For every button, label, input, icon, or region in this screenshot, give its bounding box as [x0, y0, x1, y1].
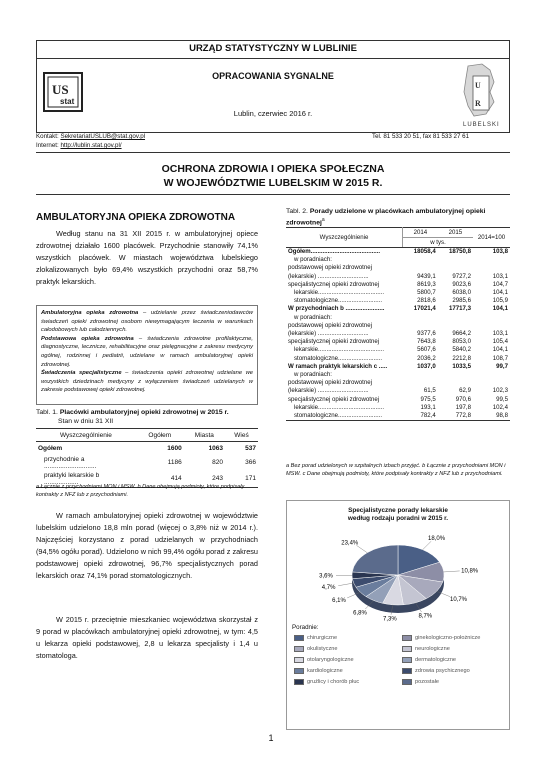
table-row: W przychodniach b ....................... 17021,4 17717,3 104,1: [288, 305, 508, 313]
chart-legend: [286, 635, 510, 725]
table-row: stomatologiczne.......................... 782,4 772,8 98,8: [286, 412, 510, 421]
logo-us-text: US: [52, 82, 69, 97]
table-row: W ramach praktyk lekarskich c ..... 1037,0 1033,5 99,7: [288, 362, 508, 370]
pie-slice-9: [352, 545, 398, 575]
table1-caption: Tabl. 1. Placówki ambulatoryjnej opieki zdrowotnej w 2015 r. Stan w dniu 31 XII: [36, 409, 229, 425]
table1-footnote: a Łącznie z przychodniami MON i MSW. b Dane obejmują podmioty, które podpisały kontrakty z NFZ lub z przychodniami.: [36, 484, 245, 498]
table1-subcaption: Stan w dniu 31 XII: [58, 418, 114, 425]
pie-label-6: 6,1%: [332, 598, 346, 605]
legend-label: okulistyczne: [307, 646, 338, 652]
pie-label-3: 8,7%: [418, 613, 433, 620]
table-row: Ogółem 1600 1063 537: [38, 444, 256, 452]
svg-text:R: R: [475, 99, 481, 108]
legend-label: kardiologiczne: [307, 668, 343, 674]
page-number: 1: [268, 733, 274, 743]
table-row: w poradniach:: [294, 371, 332, 379]
definition-1-term: Ambulatoryjna opieka zdrowotna: [41, 310, 139, 316]
table-row: lekarskie....................................... 5607,6 5840,2 104,1: [294, 346, 508, 354]
contact-email-link[interactable]: SekretariatUSLUB@stat.gov.pl: [60, 133, 146, 140]
paragraph-1: Według stanu na 31 XII 2015 r. w ambulatoryjnej opiece zdrowotnej działało 1600 placówek. Przychodnie stanowiły 74,1% wszystkich placówek. W miastach województwa lubelskiego zlokalizowanych było 69,4% wszystkich przychodni oraz 58,7% praktyk lekarskich.: [36, 229, 258, 286]
legend-swatch: [294, 635, 304, 641]
table2-footnote: a Bez porad udzielonych w szpitalnych izbach przyjęć. b Łącznie z przychodniami MON i MSW. c Dane obejmują podmioty, które podpisały kontrakty z NFZ lub z przychodniami.: [286, 463, 506, 477]
table-row: stomatologiczne.......................... 2036,2 2212,8 108,7: [294, 354, 508, 362]
definition-1: Ambulatoryjna opieka zdrowotna – udzielanie przez świadczeniodawców świadczeń opieki zdrowotnej osobom niewymagającym leczenia w warunkach całodobowych lub całodziennych.: [41, 310, 253, 334]
title-top-divider: [36, 152, 510, 153]
legend-swatch: [402, 635, 412, 641]
lubelski-logo: [460, 62, 500, 130]
definition-2-term: Podstawowa opieka zdrowotna: [41, 335, 134, 342]
legend-swatch: [402, 668, 412, 674]
legend-label: otolaryngologiczne: [307, 657, 354, 663]
table-row: lekarskie....................................... 193,1 197,8 102,4: [294, 403, 508, 411]
legend-swatch: [402, 679, 412, 685]
legend-label: chirurgiczne: [307, 635, 338, 641]
pie-leader-1: [444, 571, 460, 572]
legend-item-1: [402, 635, 480, 641]
table2-unit: w tys.: [402, 238, 473, 248]
table1: Wyszczególnienie Ogółem Miasta Wieś Ogółem 1600 1063 537 przychodnie a ............................. 1186 820 366 praktyki lekarskie b ................... 414 243 171: [36, 428, 258, 488]
pie-label-0: 18,0%: [428, 535, 446, 542]
table2-caption: Tabl. 2. Porady udzielone w placówkach ambulatoryjnej opieki zdrowotnej$^a$: [286, 208, 486, 227]
internet-link[interactable]: http://lublin.stat.gov.pl/: [60, 142, 122, 149]
legend-swatch: [294, 679, 304, 685]
main-title: [36, 162, 510, 190]
definitions-box: [36, 305, 258, 405]
table-row: w poradniach:: [294, 256, 332, 264]
definition-3-term: Świadczenia specjalistyczne: [41, 370, 122, 377]
paragraph-3: W 2015 r. przeciętnie mieszkaniec województwa skorzystał z 9 porad w placówkach ambulatoryjnej opieki zdrowotnej, w tym: 4,5 u lekarza opieki podstawowej, 2,8 u lekarza specjalisty i 1,4 u stomatologa.: [36, 615, 258, 660]
section-heading: AMBULATORYJNA OPIEKA ZDROWOTNA: [36, 212, 236, 223]
table-row: przychodnie a ............................. 1186 820 366: [44, 455, 256, 470]
legend-swatch: [294, 646, 304, 652]
table-row: stomatologiczne.......................... 2818,6 2985,6 105,9: [294, 297, 508, 305]
legend-item-5: [402, 657, 456, 663]
legend-label: pozostałe: [415, 679, 439, 685]
internet-label: Internet:: [36, 142, 59, 149]
svg-text:U: U: [475, 81, 481, 90]
pie-label-8: 3,6%: [319, 573, 333, 580]
legend-item-6: [294, 668, 343, 674]
table2: Wyszczególnienie 2014 2015 2014=100 w tys. Ogółem......................................... 18058,4 18750,8 103,8 w poradniach: podstawowej opieki zdrowotnej (lekarskie) .............................. 9439,1 9727,2 103,1 specjalistycznej opieki zdrowotnej 8619,3 9023,6 104,7 lekarskie....................................... 5800,7 6038,0 104,1 stomatologiczne.......................... 2818,6 2985,6 105,9 W przychodniach b ....................... 17021,4 17717,3 104,1 w poradniach: podstawowej opieki zdrowotnej (lekarskie) .............................. 9377,6 9664,2 103,1 specjalistycznej opieki zdrowotnej 7643,8 8053,0 105,4 lekarskie....................................... 5607,6 5840,2 104,1 stomatologiczne.......................... 2036,2 2212,8 108,7 W ramach praktyk lekarskich c ..... 1037,0 1033,5 99,7 w poradniach: podstawowej opieki zdrowotnej (lekarskie) .............................. 61,5 62,9 102,3 specjalistycznej opieki zdrowotnej 975,5 970,6 99,5 lekarskie....................................... 193,1 197,8 102,4 stomatologiczne.......................... 782,4 772,8 98,8: [288, 229, 508, 420]
legend-swatch: [402, 646, 412, 652]
paragraph-2: W ramach ambulatoryjnej opieki zdrowotnej w województwie lubelskim udzielono 18,8 mln porad (więcej o 3,8% niż w 2014 r.). Najczęściej korzystano z porad udzielanych w przychodniach (94,5% ogółu porad). Udzielono w nich 99,4% ogółu porad z zakresu podstawowej opieki zdrowotnej, 96,7% specjalistycznych porad lekarskich oraz 74,1% porad stomatologicznych.: [36, 511, 258, 580]
main-title-line1: OCHRONA ZDROWIA I OPIEKA SPOŁECZNA: [161, 163, 385, 175]
pie-label-5: 6,8%: [353, 610, 367, 617]
definition-3: Świadczenia specjalistyczne – świadczenia opieki zdrowotnej udzielane we wszystkich dziedzinach medycyny z wyłączeniem świadczeń udzielanych w zakresie podstawowej opieki zdrowotnej.: [41, 370, 253, 394]
table-row: specjalistycznej opieki zdrowotnej 975,5 970,6 99,5: [288, 395, 508, 403]
definition-2: Podstawowa opieka zdrowotna – świadczenia zdrowotne profilaktyczne, diagnostyczne, lecznicze, rehabilitacyjne oraz pielęgnacyjne z zakresu medycyny ogólnej, rodzinnej i pediatrii, udzielane w ramach ambulatoryjnej opieki zdrowotnej.: [41, 335, 253, 368]
legend-item-4: [294, 657, 354, 663]
pie-label-2: 10,7%: [450, 596, 468, 603]
legend-label: ginekologiczno-położnicze: [415, 635, 481, 641]
pie-leader-7: [338, 583, 353, 586]
legend-item-7: [402, 668, 470, 674]
internet-line: [36, 142, 122, 149]
table-row: Ogółem......................................... 18058,4 18750,8 103,8: [288, 248, 508, 255]
office-name: URZĄD STATYSTYCZNY W LUBLINIE: [189, 43, 357, 54]
contact-line: [36, 133, 145, 140]
pie-leader-9: [356, 545, 367, 552]
table-row: podstawowej opieki zdrowotnej (lekarskie) .............................. 61,5 62,9 102,3: [288, 379, 508, 395]
table-row: lekarskie....................................... 5800,7 6038,0 104,1: [294, 289, 508, 297]
pie-label-7: 4,7%: [321, 584, 336, 591]
pie-leader-0: [423, 541, 432, 549]
legend-swatch: [294, 668, 304, 674]
title-bottom-divider: [36, 194, 510, 195]
table-row: specjalistycznej opieki zdrowotnej 8619,3 9023,6 104,7: [288, 280, 508, 288]
phone-fax: Tel. 81 533 20 51, fax 81 533 27 61: [372, 133, 470, 140]
table-row: praktyki lekarskie b ................... 414 243 171: [36, 471, 258, 488]
legend-label: gruźlicy i chorób płuc: [307, 679, 360, 685]
legend-swatch: [294, 657, 304, 663]
table-row: podstawowej opieki zdrowotnej (lekarskie) .............................. 9377,6 9664,2 103,1: [288, 321, 508, 338]
pie-chart: [286, 525, 510, 625]
legend-label: dermatologiczne: [415, 657, 457, 663]
series-name: OPRACOWANIA SYGNALNE: [212, 71, 334, 81]
pie-label-1: 10,8%: [461, 568, 479, 575]
legend-item-9: [402, 679, 439, 685]
legend-item-0: [294, 635, 337, 641]
legend-item-8: [294, 679, 359, 685]
table-row: specjalistycznej opieki zdrowotnej 7643,8 8053,0 105,4: [288, 338, 508, 346]
publication-date: Lublin, czerwiec 2016 r.: [233, 109, 313, 118]
pie-label-4: 7,3%: [383, 616, 397, 623]
legend-label: neurologiczne: [415, 646, 450, 652]
legend-item-2: [294, 646, 337, 652]
legend-title: Poradnie:: [292, 624, 319, 631]
legend-label: zdrowia psychicznego: [415, 668, 470, 674]
table-row: podstawowej opieki zdrowotnej (lekarskie) .............................. 9439,1 9727,2 103,1: [288, 264, 508, 280]
chart-title: Specjalistyczne porady lekarskie według rodzaju poradni w 2015 r.: [347, 507, 449, 522]
contact-label: Kontakt:: [36, 133, 59, 140]
pie-label-9: 23,4%: [341, 540, 359, 547]
header-divider: [36, 58, 510, 59]
legend-swatch: [402, 657, 412, 663]
us-stat-logo: [43, 72, 83, 112]
table-row: w poradniach:: [294, 313, 332, 321]
logo-lubelski-text: LUBELSKI: [463, 122, 500, 128]
legend-item-3: [402, 646, 450, 652]
logo-stat-text: stat: [60, 97, 75, 106]
main-title-line2: W WOJEWÓDZTWIE LUBELSKIM W 2015 R.: [163, 177, 383, 189]
